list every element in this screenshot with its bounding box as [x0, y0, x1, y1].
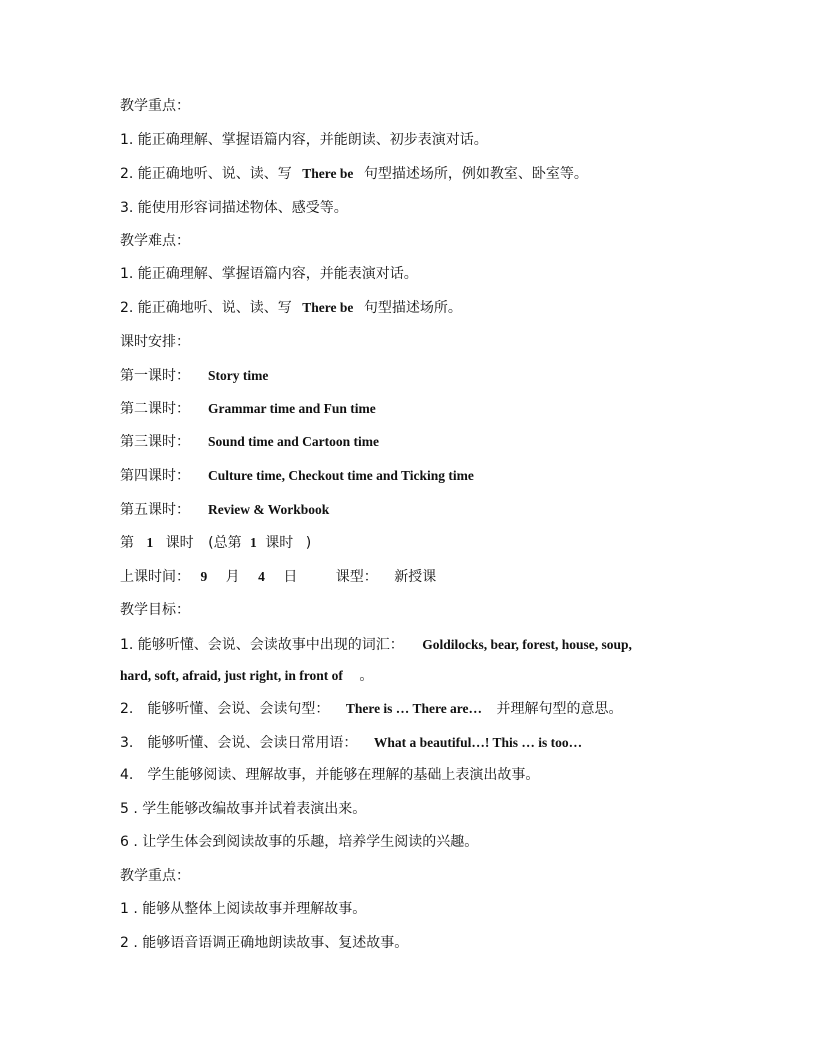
- text-segment: 日: [283, 569, 298, 585]
- schedule-label: 第五课时：: [120, 502, 190, 518]
- text-segment-en: What a beautiful…! This … is too…: [373, 735, 583, 750]
- text-segment: 2. 能正确地听、说、读、写: [120, 166, 292, 182]
- list-item: 6 . 让学生体会到阅读故事的乐趣，培养学生阅读的兴趣。: [120, 834, 479, 850]
- schedule-value: Review & Workbook: [208, 502, 330, 517]
- lesson-total: 1: [250, 535, 257, 550]
- list-item: [120, 700, 720, 718]
- text-segment-en: hard, soft, afraid, just right, in front of: [120, 668, 343, 683]
- section-heading: 课时安排：: [120, 334, 190, 350]
- section-heading: 教学重点：: [120, 98, 190, 114]
- section-heading: 教学难点：: [120, 233, 190, 249]
- text-segment: 1. 能够听懂、会说、会读故事中出现的词汇：: [120, 637, 404, 653]
- list-item: 5 . 学生能够改编故事并试着表演出来。: [120, 801, 367, 817]
- text-segment: 句型描述场所，例如教室、卧室等。: [363, 166, 588, 182]
- list-item: [120, 165, 720, 183]
- date-label: 上课时间：: [120, 569, 190, 585]
- list-item: 1. 能正确理解、掌握语篇内容，并能朗读、初步表演对话。: [120, 132, 488, 148]
- list-item: [120, 299, 720, 317]
- type-value: 新授课: [394, 569, 437, 585]
- text-segment-en: There be: [302, 300, 354, 315]
- schedule-label: 第三课时：: [120, 434, 190, 450]
- list-item: [120, 636, 720, 654]
- lesson-number: 1: [146, 535, 154, 550]
- list-item-continuation: [120, 667, 720, 685]
- text-segment: 。: [359, 668, 374, 684]
- schedule-label: 第二课时：: [120, 401, 190, 417]
- schedule-row: [120, 433, 720, 451]
- schedule-value: Culture time, Checkout time and Ticking time: [208, 468, 474, 483]
- schedule-label: 第四课时：: [120, 468, 190, 484]
- list-item: 4. 学生能够阅读、理解故事，并能够在理解的基础上表演出故事。: [120, 767, 540, 783]
- list-item: 2 . 能够语音语调正确地朗读故事、复述故事。: [120, 935, 409, 951]
- schedule-row: [120, 367, 720, 385]
- text-segment-en: There is … There are…: [345, 701, 483, 716]
- list-item: 3. 能使用形容词描述物体、感受等。: [120, 200, 348, 216]
- text-segment: 课时: [165, 535, 194, 551]
- schedule-row: [120, 467, 720, 485]
- schedule-row: [120, 400, 720, 418]
- text-segment-en: Goldilocks, bear, forest, house, soup,: [422, 637, 632, 652]
- type-label: 课型：: [335, 569, 378, 585]
- text-segment: 课时: [265, 535, 294, 551]
- text-segment: 2. 能正确地听、说、读、写: [120, 300, 292, 316]
- schedule-value: Sound time and Cartoon time: [208, 434, 380, 449]
- date-month: 9: [200, 569, 208, 584]
- list-item: [120, 734, 720, 752]
- text-segment: 第: [120, 535, 134, 551]
- text-segment: 并理解句型的意思。: [496, 701, 623, 717]
- text-segment: 句型描述场所。: [363, 300, 462, 316]
- schedule-row: [120, 501, 720, 519]
- schedule-label: 第一课时：: [120, 368, 190, 384]
- section-heading: 教学目标：: [120, 602, 190, 618]
- list-item: 1 . 能够从整体上阅读故事并理解故事。: [120, 901, 367, 917]
- text-segment: ): [305, 535, 312, 551]
- date-day: 4: [258, 569, 265, 584]
- list-item: 1. 能正确理解、掌握语篇内容，并能表演对话。: [120, 266, 418, 282]
- schedule-value: Story time: [208, 368, 269, 383]
- text-segment: 月: [225, 569, 240, 585]
- text-segment: 2. 能够听懂、会说、会读句型：: [120, 701, 330, 717]
- section-heading: 教学重点：: [120, 868, 190, 884]
- text-segment: (总第: [208, 535, 242, 551]
- lesson-title: [120, 534, 720, 552]
- text-segment: 3. 能够听懂、会说、会读日常用语：: [120, 735, 358, 751]
- lesson-meta: [120, 568, 720, 586]
- schedule-value: Grammar time and Fun time: [208, 401, 376, 416]
- text-segment-en: There be: [302, 166, 354, 181]
